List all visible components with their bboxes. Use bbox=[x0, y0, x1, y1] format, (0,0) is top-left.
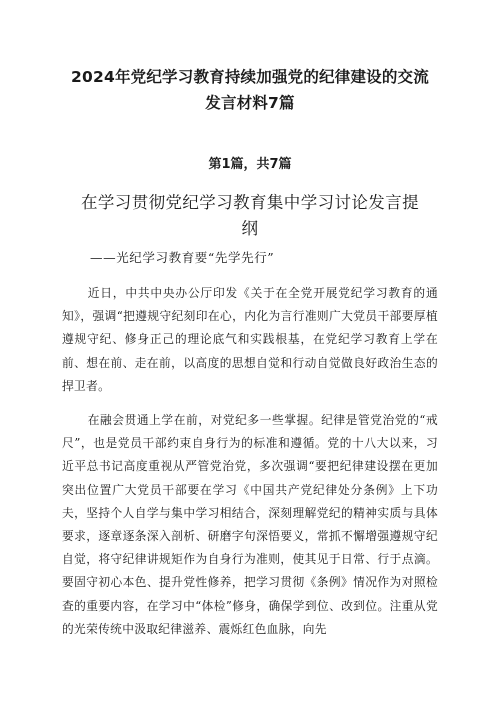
article-title bbox=[62, 190, 438, 242]
document-title-line-2: 发言材料7篇 bbox=[205, 94, 295, 112]
body-paragraph-2: 在融会贯通上学在前，对党纪多一些掌握。纪律是管党治党的“戒尺”，也是党员干部约束自身行为的标准和遵循。党的十八大以来，习近平总书记高度重视从严管党治党，多次强调“要把纪律建设摆在更加突出位置广大党员干部要在学习《中国共产党纪律处分条例》上下功夫，坚持个人自学与集中学习相结合，深刻理解党纪的精神实质与具体要求，逐章逐条深入剖析、研磨字句深悟要义，常抓不懈增强遵规守纪自觉，将守纪律讲规矩作为自身行为准则，使其见于日常、行于点滴。要固守初心本色、提升党性修养，把学习贯彻《条例》情况作为对照检查的重要内容，在学习中“体检”修身，确保学到位、改到位。注重从党的光荣传统中汲取纪律滋养、震烁红色血脉，向先 bbox=[62, 413, 438, 636]
document-title-line-1: 2024年党纪学习教育持续加强党的纪律建设的交流 bbox=[71, 68, 429, 86]
article-subtitle: ——光纪学习教育要“先学先行” bbox=[90, 250, 275, 265]
body-paragraph-1: 近日，中共中央办公厅印发《关于在全党开展党纪学习教育的通知》，强调“把遵规守纪刻印在心，内化为言行准则广大党员干部要厚植遵规守纪、修身正己的理论底气和实践根基，在党纪学习教育上学在前、想在前、走在前，以高度的思想自觉和行动自觉做良好政治生态的捍卫者。 bbox=[62, 286, 438, 393]
article-title-line-1: 在学习贯彻党纪学习教育集中学习讨论发言提 bbox=[81, 193, 419, 212]
article-title-line-2: 纲 bbox=[241, 219, 259, 238]
document-title bbox=[62, 64, 438, 116]
section-counter: 第1篇，共7篇 bbox=[208, 157, 292, 172]
